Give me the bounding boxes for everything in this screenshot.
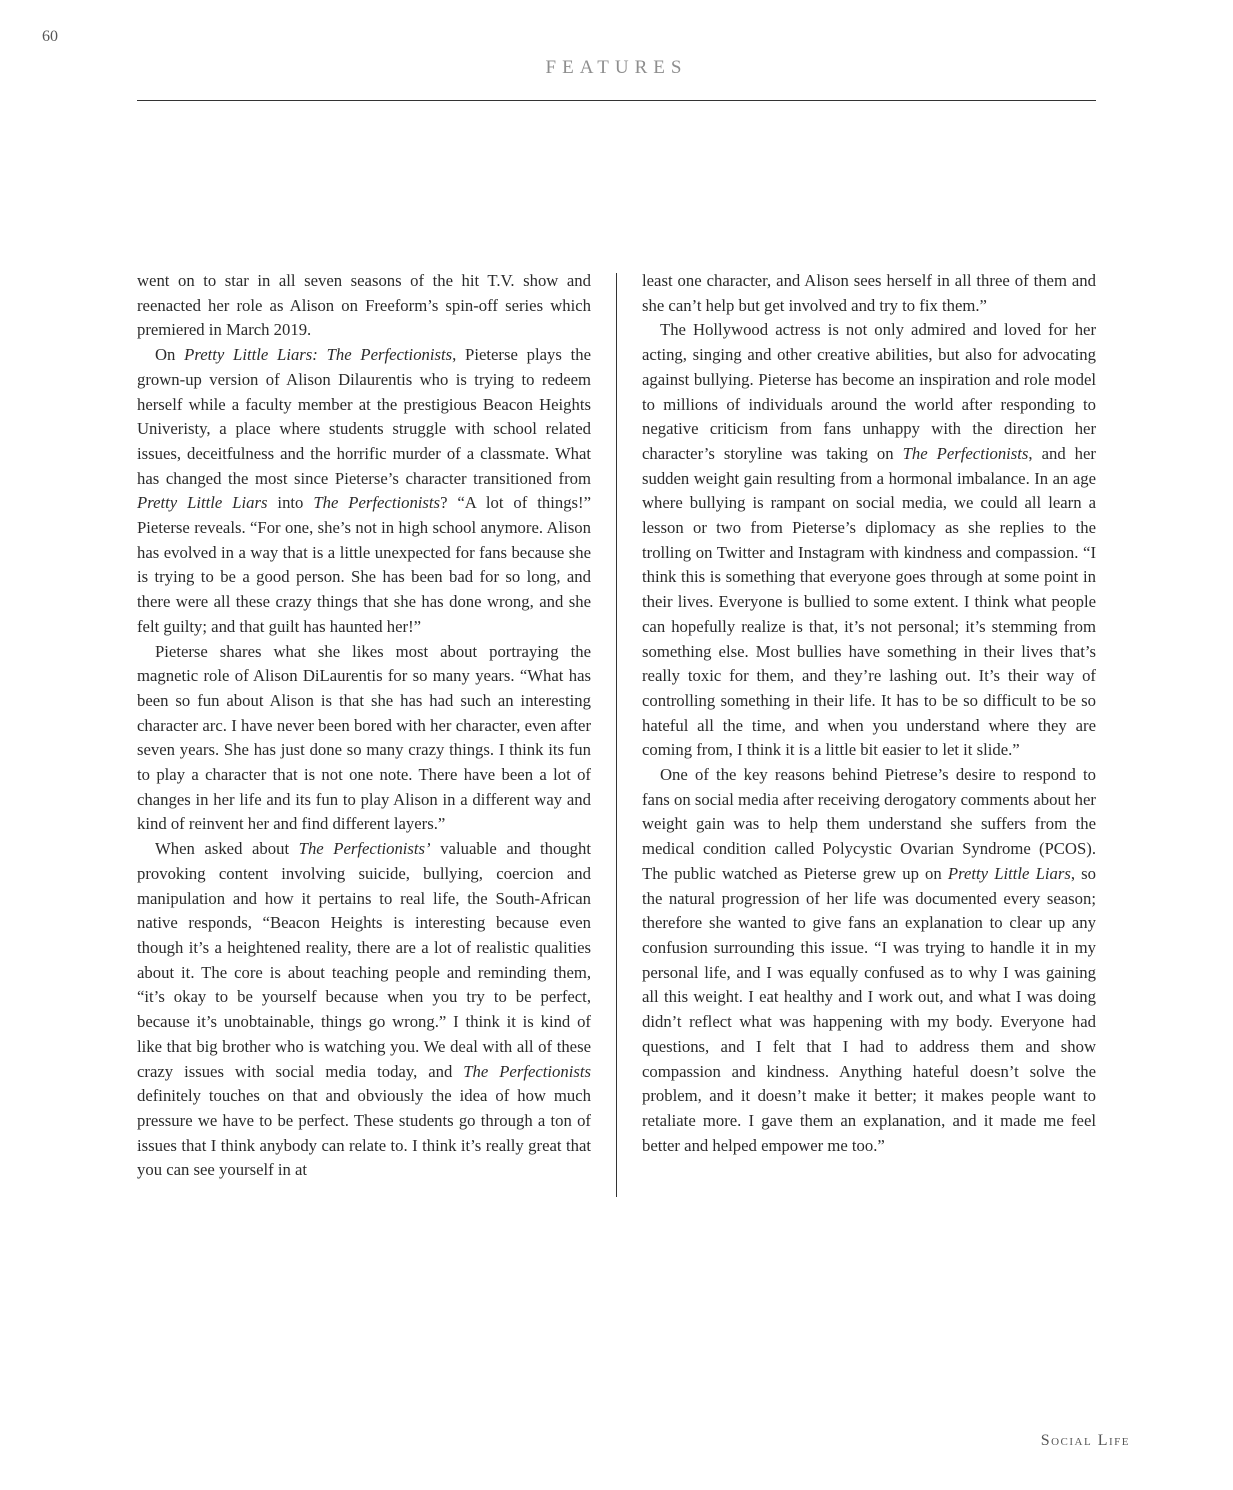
text-run: valuable and thought provoking content involving suicide, bullying, coercion and manipulation and how it pertains to real life, the South-African native responds, “Beacon Heights is interesting because even though it’s a heightened reality, there are a lot of realistic qualities about it. The core is about teaching people and reminding them, “it’s okay to be yourself because when you try to be perfect, because it’s unobtainable, things go wrong.” I think it is kind of like that big brother who is watching you. We deal with all of these crazy issues with social media today, and bbox=[137, 839, 591, 1081]
show-title: The Perfectionists bbox=[463, 1061, 591, 1081]
paragraph bbox=[137, 269, 591, 343]
header-rule bbox=[137, 100, 1096, 101]
text-run: On bbox=[155, 345, 185, 365]
text-run: , and her sudden weight gain resulting from a hormonal imbalance. In an age where bullying is rampant on social media, we could all learn a lesson or two from Pieterse’s diplomacy as she replies to the trolling on Twitter and Instagram with kindness and compassion. “I think this is something that everyone goes through at some point in their lives. Everyone is bullied to some extent. I think what people can hopefully realize is that, it’s not personal; it’s stemming from something else. Most bullies have something in their lives that’s really toxic for them, and they’re lashing out. It’s their way of controlling something in their life. It has to be so difficult to be so hateful all the time, and when you understand where they are coming from, I think it is a little bit easier to let it slide.” bbox=[642, 443, 1096, 760]
paragraph bbox=[642, 318, 1096, 763]
right-column bbox=[642, 269, 1096, 1158]
section-title: FEATURES bbox=[545, 57, 688, 78]
show-title: The Perfectionists bbox=[313, 493, 441, 513]
left-column bbox=[137, 269, 591, 1183]
paragraph bbox=[137, 837, 591, 1183]
publication-footer: Social Life bbox=[1040, 1432, 1130, 1449]
text-run: ? “A lot of things!” Pieterse reveals. “For one, she’s not in high school anymore. Alison has evolved in a way that is a little unexpected for fans because she is trying to be a good person. She has been bad for so long, and there were all these crazy things that she has done wrong, and she felt guilty; and that guilt has haunted her!” bbox=[137, 493, 591, 636]
show-title: Pretty Little Liars bbox=[137, 493, 268, 513]
show-title: The Perfectionists bbox=[902, 443, 1029, 463]
text-run: When asked about bbox=[155, 839, 299, 859]
text-run: into bbox=[267, 493, 314, 513]
column-divider bbox=[616, 273, 617, 1197]
paragraph bbox=[137, 640, 591, 838]
paragraph bbox=[642, 763, 1096, 1158]
page-number: 60 bbox=[42, 28, 58, 45]
text-run: Pieterse shares what she likes most about portraying the magnetic role of Alison DiLaurentis for so many years. “What has been so fun about Alison is that she has had such an interesting character arc. I have never been bored with her character, even after seven years. She has just done so many crazy things. I think its fun to play a character that is not one note. There have been a lot of changes in her life and its fun to play Alison in a different way and kind of reinvent her and find different layers.” bbox=[137, 641, 591, 834]
show-title: Pretty Little Liars: The Perfectionists bbox=[184, 345, 453, 365]
text-run: The Hollywood actress is not only admired and loved for her acting, singing and other creative abilities, but also for advocating against bullying. Pieterse has become an inspiration and role model to millions of individuals around the world after responding to negative criticism from fans unhappy with the direction her character’s storyline was taking on bbox=[642, 320, 1096, 463]
show-title: The Perfectionists’ bbox=[298, 839, 431, 859]
paragraph bbox=[642, 269, 1096, 318]
text-run: went on to star in all seven seasons of the hit T.V. show and reenacted her role as Alison on Freeform’s spin-off series which premiered in March 2019. bbox=[137, 271, 591, 340]
text-run: One of the key reasons behind Pietrese’s desire to respond to fans on social media after receiving derogatory comments about her weight gain was to help them understand she suffers from the medical condition called Polycystic Ovarian Syndrome (PCOS). The public watched as Pieterse grew up on bbox=[642, 765, 1096, 883]
show-title: Pretty Little Liars bbox=[947, 863, 1071, 883]
paragraph bbox=[137, 343, 591, 639]
text-run: , so the natural progression of her life was documented every season; therefore she wanted to give fans an explanation to clear up any confusion surrounding this issue. “I was trying to handle it in my personal life, and I was equally confused as to why I was gaining all this weight. I eat healthy and I work out, and what I was doing didn’t reflect what was happening with my body. Everyone had questions, and I felt that I had to address them and show compassion and kindness. Anything hateful doesn’t solve the problem, and it doesn’t make it better; it makes people want to retaliate more. I gave them an explanation, and it made me feel better and helped empower me too.” bbox=[642, 863, 1096, 1155]
text-run: least one character, and Alison sees herself in all three of them and she can’t help but get involved and try to fix them.” bbox=[642, 271, 1096, 315]
text-run: , Pieterse plays the grown-up version of Alison Dilaurentis who is trying to redeem herself while a faculty member at the prestigious Beacon Heights Univeristy, a place where students struggle with school related issues, deceitfulness and the horrific murder of a classmate. What has changed the most since Pieterse’s character transitioned from bbox=[137, 345, 591, 488]
text-run: definitely touches on that and obviously the idea of how much pressure we have to be perfect. These students go through a ton of issues that I think anybody can relate to. I think it’s really great that you can see yourself in at bbox=[137, 1086, 591, 1180]
